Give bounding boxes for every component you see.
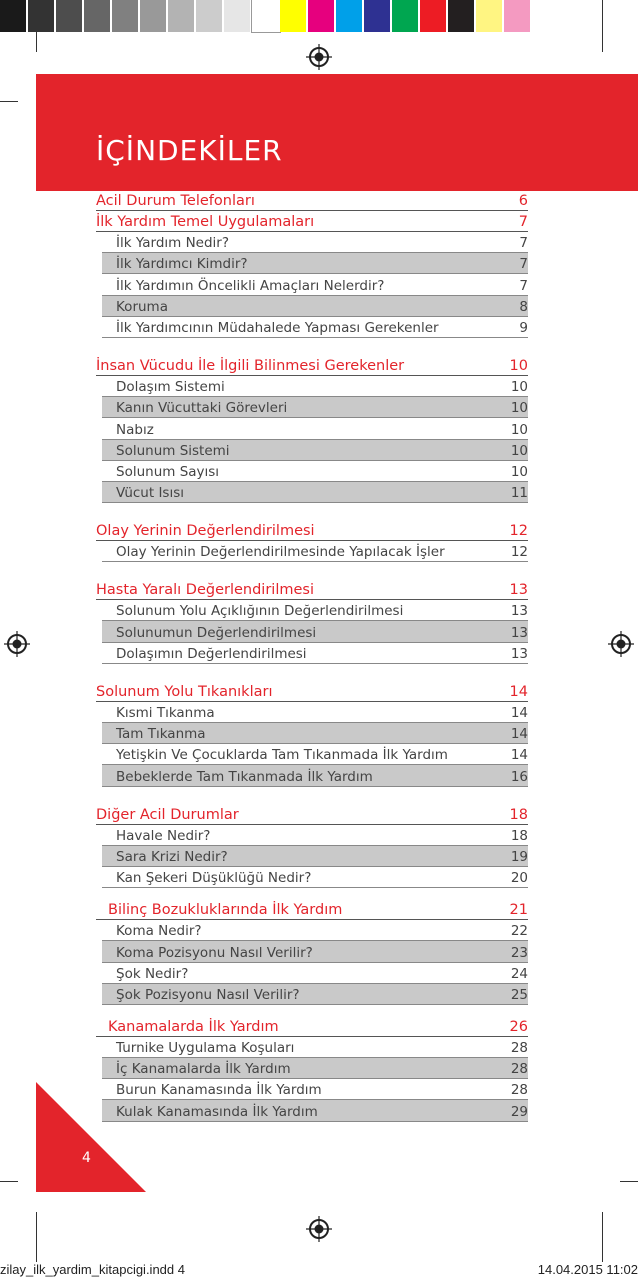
toc-entry[interactable] [102, 376, 528, 397]
toc-entry-page: 7 [519, 235, 528, 252]
toc-entry[interactable] [102, 317, 528, 338]
toc-entry-label: Solunumun Değerlendirilmesi [116, 624, 317, 641]
toc-section-heading[interactable] [96, 681, 528, 702]
toc-entry-label: Şok Nedir? [116, 965, 189, 982]
toc-entry[interactable] [102, 541, 528, 562]
registration-mark-icon [608, 631, 634, 657]
toc-section-heading[interactable] [96, 355, 528, 376]
toc-section-title: Hasta Yaralı Değerlendirilmesi [96, 582, 314, 599]
toc-entry-label: Dolaşımın Değerlendirilmesi [116, 645, 307, 662]
toc-entry-page: 7 [519, 277, 528, 294]
toc-entry-page: 7 [519, 256, 528, 273]
toc-entry[interactable] [102, 418, 528, 439]
toc-entry-page: 10 [510, 421, 528, 438]
toc-entry-page: 13 [510, 603, 528, 620]
toc-entry-label: Yetişkin Ve Çocuklarda Tam Tıkanmada İlk Yardım [116, 747, 448, 764]
toc-section-title: Solunum Yolu Tıkanıkları [96, 683, 273, 700]
toc-entry-page: 13 [510, 645, 528, 662]
toc-entry[interactable] [102, 1037, 528, 1058]
crop-mark [36, 0, 37, 52]
toc-entry[interactable] [102, 984, 528, 1005]
toc-entry-label: Kısmi Tıkanma [116, 705, 215, 721]
toc-section [96, 804, 528, 889]
color-swatch [420, 0, 448, 32]
toc-entry[interactable] [102, 397, 528, 418]
toc-entry-page: 23 [510, 944, 528, 961]
toc-entry-page: 18 [510, 827, 528, 844]
color-swatch [448, 0, 476, 32]
toc-entry[interactable] [102, 232, 528, 253]
toc-entry[interactable] [102, 963, 528, 984]
color-swatch [364, 0, 392, 32]
registration-mark-icon [306, 44, 332, 70]
toc-entry[interactable] [102, 702, 528, 723]
toc-section-heading[interactable] [96, 211, 528, 232]
color-swatch [140, 0, 168, 32]
toc-entry-label: Kan Şekeri Düşüklüğü Nedir? [116, 870, 312, 887]
toc-entry-label: Sara Krizi Nedir? [116, 848, 228, 865]
toc-entry-page: 28 [510, 1040, 528, 1057]
toc-section [96, 520, 528, 562]
crop-mark [620, 1181, 638, 1182]
toc-entry-page: 14 [510, 726, 528, 743]
toc-section-page: 14 [509, 683, 528, 700]
toc-entry[interactable] [102, 1079, 528, 1100]
toc-section-title: Acil Durum Telefonları [96, 193, 255, 209]
registration-mark-icon [4, 631, 30, 657]
toc-section [96, 1016, 528, 1122]
toc-section-title: Bilinç Bozukluklarında İlk Yardım [108, 902, 343, 919]
color-calibration-bar [0, 0, 532, 34]
toc-section [96, 190, 528, 211]
toc-section-heading[interactable] [96, 579, 528, 600]
toc-entry[interactable] [102, 920, 528, 941]
toc-entry[interactable] [102, 643, 528, 664]
toc-entry[interactable] [102, 825, 528, 846]
title-band [36, 74, 638, 191]
toc-section [96, 681, 528, 787]
toc-entry-page: 28 [510, 1082, 528, 1099]
toc-entry-page: 25 [510, 986, 528, 1003]
toc-entry-label: Vücut Isısı [116, 485, 184, 502]
toc-entry-page: 22 [510, 923, 528, 940]
color-swatch [476, 0, 504, 32]
slug-filename: zilay_ilk_yardim_kitapcigi.indd 4 [0, 1262, 185, 1277]
toc-entry-label: Solunum Yolu Açıklığının Değerlendirilmesi [116, 603, 404, 620]
page-title: İÇİNDEKİLER [96, 134, 283, 167]
toc-section-page: 10 [509, 357, 528, 374]
toc-entry-label: İç Kanamalarda İlk Yardım [116, 1061, 291, 1078]
toc-entry-page: 8 [519, 298, 528, 315]
toc-entry[interactable] [102, 867, 528, 888]
toc-section-title: Kanamalarda İlk Yardım [108, 1018, 279, 1035]
color-swatch [0, 0, 28, 32]
toc-entry[interactable] [102, 744, 528, 765]
toc-section-page: 18 [509, 806, 528, 823]
registration-mark-icon [306, 1216, 332, 1242]
toc-section-heading[interactable] [96, 899, 528, 920]
toc-entry-label: Kanın Vücuttaki Görevleri [116, 400, 288, 417]
toc-entry-label: İlk Yardımcının Müdahalede Yapması Gerekenler [116, 319, 439, 336]
toc-section [96, 355, 528, 503]
toc-entry-page: 9 [519, 319, 528, 336]
toc-entry-page: 29 [510, 1103, 528, 1120]
toc-entry-label: Tam Tıkanma [116, 726, 206, 743]
toc-entry-label: Solunum Sistemi [116, 442, 230, 459]
toc-entry-page: 10 [510, 379, 528, 396]
toc-section-heading[interactable] [96, 520, 528, 541]
page-number: 4 [82, 1150, 91, 1166]
color-swatch [84, 0, 112, 32]
toc-entry-label: Dolaşım Sistemi [116, 379, 225, 396]
toc-section-heading[interactable] [96, 1016, 528, 1037]
color-swatch [196, 0, 224, 32]
toc-section-page: 26 [509, 1018, 528, 1035]
toc-entry-page: 24 [510, 965, 528, 982]
page-corner-triangle [36, 1082, 146, 1192]
toc-entry-page: 10 [510, 463, 528, 480]
color-swatch [56, 0, 84, 32]
toc-entry[interactable] [102, 846, 528, 867]
toc-section [96, 211, 528, 338]
toc-entry[interactable] [102, 482, 528, 503]
toc-entry[interactable] [102, 765, 528, 786]
slug-timestamp: 14.04.2015 11:02 [537, 1262, 638, 1277]
toc-section-title: İnsan Vücudu İle İlgili Bilinmesi Gerekenler [96, 357, 405, 374]
toc-entry[interactable] [102, 941, 528, 962]
color-swatch [280, 0, 308, 32]
toc-entry[interactable] [102, 461, 528, 482]
crop-mark [0, 1181, 18, 1182]
toc-entry-page: 11 [510, 485, 528, 502]
toc-section-title: İlk Yardım Temel Uygulamaları [96, 214, 315, 230]
color-swatch [224, 0, 252, 32]
toc-entry-label: Şok Pozisyonu Nasıl Verilir? [116, 986, 300, 1003]
color-swatch [336, 0, 364, 32]
crop-mark [602, 1212, 603, 1262]
toc-section-page: 12 [509, 523, 528, 540]
toc-entry-label: Olay Yerinin Değerlendirilmesinde Yapılacak İşler [116, 544, 445, 561]
toc-entry-label: Burun Kanamasında İlk Yardım [116, 1082, 322, 1099]
toc-entry-label: İlk Yardımın Öncelikli Amaçları Nelerdir? [116, 277, 385, 294]
toc-entry[interactable] [102, 600, 528, 621]
toc-section-page: 13 [509, 582, 528, 599]
toc-entry[interactable] [102, 1100, 528, 1121]
toc-entry-page: 10 [510, 400, 528, 417]
toc-section-page: 6 [518, 193, 528, 209]
toc-section-heading[interactable] [96, 804, 528, 825]
toc-entry[interactable] [102, 621, 528, 642]
toc-entry[interactable] [102, 253, 528, 274]
toc-entry-label: Solunum Sayısı [116, 463, 220, 480]
toc-entry-label: Turnike Uygulama Koşuları [116, 1040, 295, 1057]
toc-entry-label: İlk Yardımcı Kimdir? [116, 256, 248, 273]
toc-entry-label: Koruma [116, 298, 168, 315]
crop-mark [36, 1212, 37, 1262]
toc-entry-label: Koma Nedir? [116, 923, 202, 940]
toc-entry[interactable] [102, 1058, 528, 1079]
color-swatch [168, 0, 196, 32]
table-of-contents [96, 190, 528, 1122]
toc-entry[interactable] [102, 296, 528, 317]
toc-entry-label: Havale Nedir? [116, 827, 211, 844]
color-swatch [28, 0, 56, 32]
toc-entry-label: Bebeklerde Tam Tıkanmada İlk Yardım [116, 768, 373, 785]
toc-entry[interactable] [102, 274, 528, 295]
toc-entry-page: 14 [510, 747, 528, 764]
crop-mark [0, 101, 18, 102]
toc-section-title: Olay Yerinin Değerlendirilmesi [96, 523, 315, 540]
color-swatch [252, 0, 280, 32]
toc-entry-label: Nabız [116, 421, 154, 438]
toc-section-page: 21 [509, 902, 528, 919]
toc-entry-page: 16 [510, 768, 528, 785]
toc-section-heading[interactable] [96, 190, 528, 211]
toc-entry-page: 19 [510, 848, 528, 865]
toc-entry-label: İlk Yardım Nedir? [116, 235, 230, 252]
color-swatch [112, 0, 140, 32]
color-swatch [308, 0, 336, 32]
toc-entry-label: Kulak Kanamasında İlk Yardım [116, 1103, 318, 1120]
toc-entry-page: 28 [510, 1061, 528, 1078]
toc-entry-page: 13 [510, 624, 528, 641]
toc-entry-page: 20 [510, 870, 528, 887]
color-swatch [504, 0, 532, 32]
toc-entry-label: Koma Pozisyonu Nasıl Verilir? [116, 944, 313, 961]
color-swatch [392, 0, 420, 32]
toc-entry-page: 10 [510, 442, 528, 459]
toc-section [96, 579, 528, 664]
crop-mark [602, 0, 603, 52]
toc-entry-page: 14 [510, 705, 528, 721]
toc-section-page: 7 [518, 214, 528, 230]
toc-entry[interactable] [102, 440, 528, 461]
toc-section [96, 899, 528, 1005]
toc-entry[interactable] [102, 723, 528, 744]
toc-entry-page: 12 [510, 544, 528, 561]
toc-section-title: Diğer Acil Durumlar [96, 806, 239, 823]
